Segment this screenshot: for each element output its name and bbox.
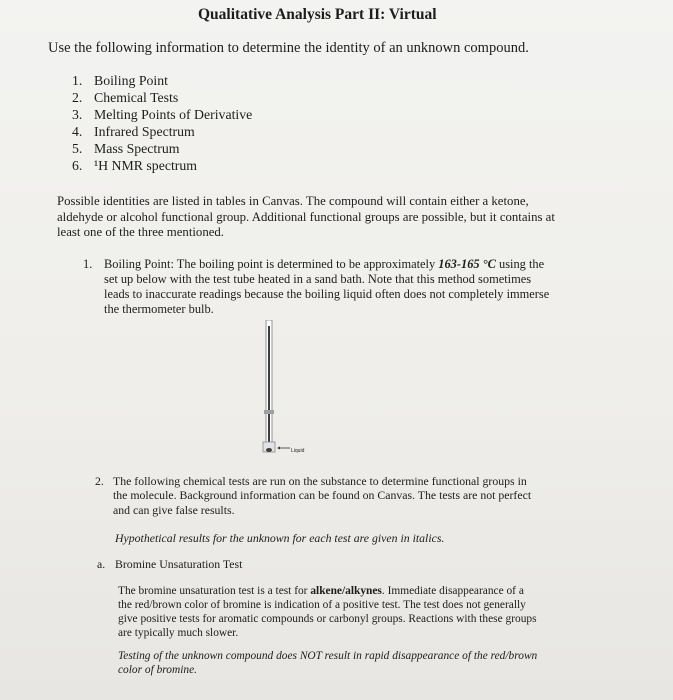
step-text-rest: using the set up below with the test tube heated in a sand bath. Note that this method sometimes leads to inaccurate readings because the boiling liquid often does not completely immerse the thermometer bulb. xyxy=(104,257,550,316)
step-text: Boiling Point: The boiling point is determined to be approximately xyxy=(104,257,439,271)
boiling-temperature: 163-165 °C xyxy=(438,257,496,271)
list-item: 6. ¹H NMR spectrum xyxy=(72,158,198,173)
list-item: 1. Boiling Point xyxy=(72,73,168,88)
hypothetical-note: Hypothetical results for the unknown for each test are given in italics. xyxy=(115,531,445,545)
step-boiling-point xyxy=(83,257,553,317)
page-title: Qualitative Analysis Part II: Virtual xyxy=(198,6,437,23)
subsection-bromine-heading: a. Bromine Unsaturation Test xyxy=(97,557,243,571)
step-chemical-tests xyxy=(95,474,535,517)
info-list xyxy=(72,72,252,174)
step-number: 1. xyxy=(83,257,93,271)
step-number: 2. xyxy=(95,474,104,488)
list-item: 3. Melting Points of Derivative xyxy=(72,107,253,122)
liquid-label: Liquid xyxy=(291,448,305,454)
bold-term: alkene/alkynes xyxy=(310,585,382,597)
intro-text: Use the following information to determine the identity of an unknown compound. xyxy=(48,40,529,56)
list-item: 4. Infrared Spectrum xyxy=(72,124,195,139)
thermometer-apparatus-figure xyxy=(258,320,318,460)
instructions-paragraph: Possible identities are listed in tables in Canvas. The compound will contain either a ketone, aldehyde or alcohol functional group. Additional functional groups are possible, but it contains at least one of the three mentioned. xyxy=(57,194,555,239)
step-text: The following chemical tests are run on the substance to determine functional groups in the molecule. Background information can be found on Canvas. The tests are not perfect and can give false results. xyxy=(113,474,532,517)
list-item: 5. Mass Spectrum xyxy=(72,141,180,156)
list-item: 2. Chemical Tests xyxy=(72,90,179,105)
bromine-description: The bromine unsaturation test is a test for alkene/alkynes. Immediate disappearance of a the red/brown color of bromine is indication of a positive test. The test does not generally give positive tests for aromatic compounds or carbonyl groups. Reactions with these groups are typically much slower. xyxy=(118,585,537,639)
testing-result: Testing of the unknown compound does NOT result in rapid disappearance of the red/brown color of bromine. xyxy=(118,650,538,676)
